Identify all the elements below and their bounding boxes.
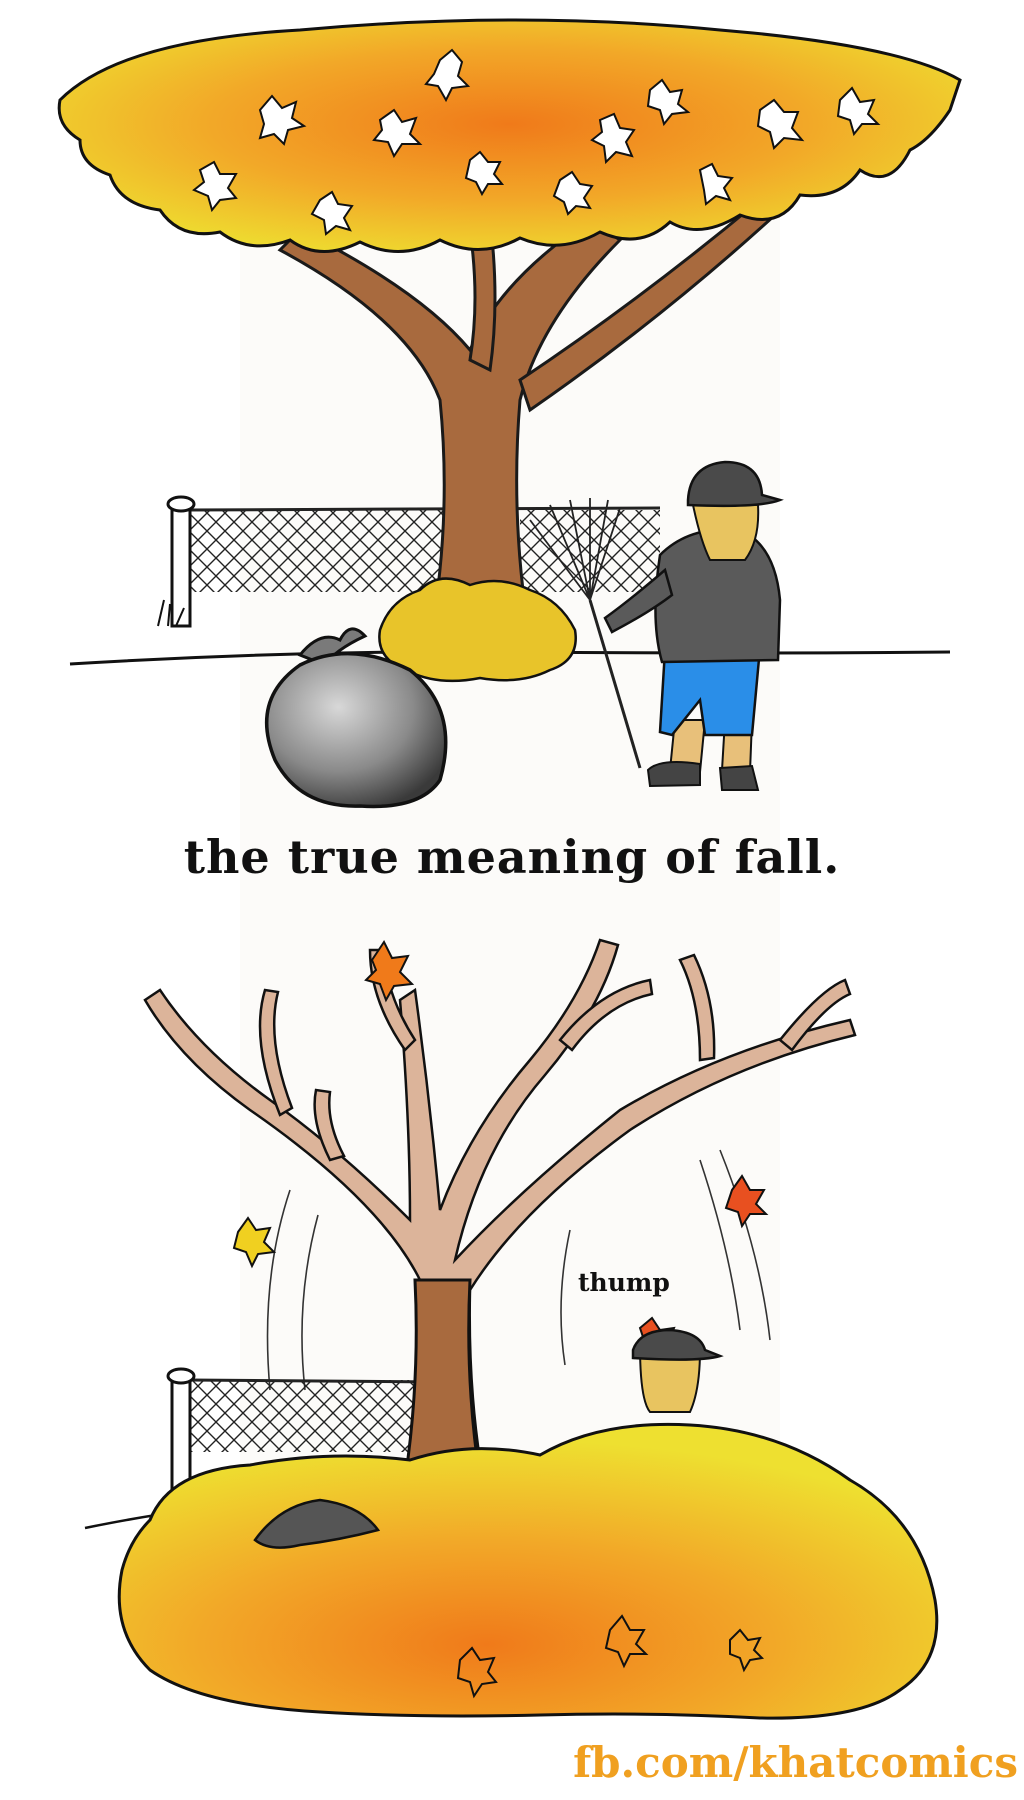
comic-caption: the true meaning of fall. xyxy=(183,830,841,884)
thump-sound-effect: thump xyxy=(578,1268,670,1297)
top-tree-canopy xyxy=(59,20,960,252)
big-leaf-pile xyxy=(119,1424,937,1718)
credit-link[interactable]: fb.com/khatcomics xyxy=(573,1738,1018,1787)
